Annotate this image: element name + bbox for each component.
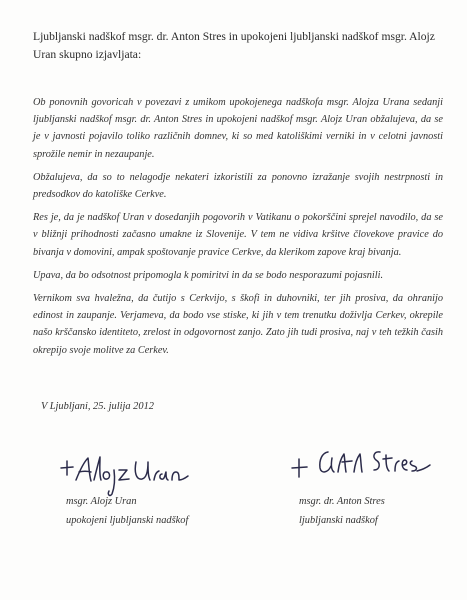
signatory-left-title: upokojeni ljubljanski nadškof bbox=[66, 515, 189, 526]
signature-stres bbox=[288, 440, 438, 488]
signatory-right-title: ljubljanski nadškof bbox=[299, 515, 378, 526]
signatory-left bbox=[66, 492, 188, 530]
paragraph-1: Ob ponovnih govoricah v povezavi z umikom upokojenega nadškofa msgr. Alojza Urana sedanji ljubljanski nadškof msgr. dr. Anton Stres in upokojeni nadškof msgr. Alojz Uran obžalujeva, da se je v javnosti pojavilo toliko različnih domnev, ki so med katoliškimi verniki in v celotni javnosti sprožile nemir in nezaupanje. bbox=[33, 97, 443, 160]
signatory-right bbox=[299, 492, 385, 530]
signatory-right-name: msgr. dr. Anton Stres bbox=[299, 496, 385, 507]
signatory-left-name: msgr. Alojz Uran bbox=[66, 496, 137, 507]
paragraph-2: Obžalujeva, da so to nelagodje nekateri izkoristili za ponovno izražanje svojih nestrpnosti in predsodkov do katoliške Cerkve. bbox=[33, 171, 443, 201]
paragraph-5: Vernikom sva hvaležna, da čutijo s Cerkvijo, s škofi in duhovniki, ter jih prosiva, da ohranijo edinost in zaupanje. Verjameva, da bodo vse stiske, ki jih v tem trenutku doživlja Cerkev, okrepile našo krščansko identiteto, zrelost in odgovornost zanjo. Zato jih tudi prosiva, naj v teh težkih časih okrepijo svoje molitve za Cerkev. bbox=[33, 293, 443, 356]
place-and-date: V Ljubljani, 25. julija 2012 bbox=[41, 401, 154, 412]
paragraph-4: Upava, da bo odsotnost pripomogla k pomiritvi in da se bodo nesporazumi pojasnili. bbox=[33, 269, 384, 281]
paragraph-3: Res je, da je nadškof Uran v dosedanjih pogovorih v Vatikanu o pokorščini sprejel navodilo, da se v bližnji prihodnosti začasno umakne iz Slovenije. V tem ne vidiva kršitve človekove pravice do bivanja v domovini, ampak spoštovanje pravice Cerkve, da klerikom zapove kraj bivanja. bbox=[33, 212, 443, 258]
intro-statement: Ljubljanski nadškof msgr. dr. Anton Stres in upokojeni ljubljanski nadškof msgr. Alojz Uran skupno izjavljata: bbox=[33, 30, 435, 61]
statement-body bbox=[33, 94, 443, 365]
